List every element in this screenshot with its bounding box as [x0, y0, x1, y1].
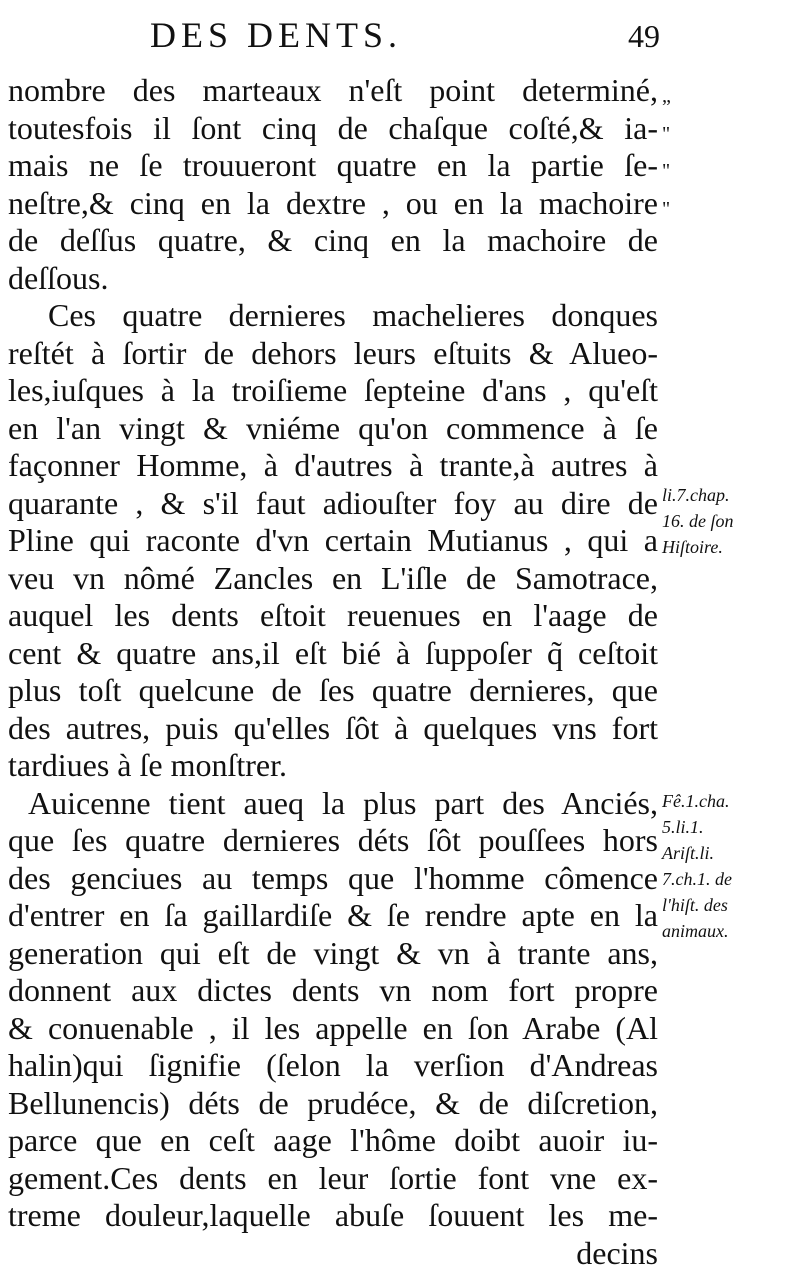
text-line: quarante , & s'il faut adiouſter foy au dire de	[8, 484, 658, 521]
margin-note-line: Hiſtoire.	[662, 537, 723, 557]
text-line: halin)qui ſignifie (ſelon la verſion d'Andreas	[8, 1047, 658, 1083]
text-line: en l'an vingt & vniéme qu'on commence à ſe	[8, 409, 658, 446]
text-line: generation qui eſt de vingt & vn à trante ans,	[8, 934, 658, 971]
text-line: les,iuſques à la troiſieme ſepteine d'ans , qu'eſt	[8, 372, 658, 408]
body-text	[8, 72, 658, 1272]
page-number: 49	[628, 18, 660, 54]
text-line: nombre des marteaux n'eſt point determiné,	[8, 72, 658, 108]
quote-mark: "	[662, 197, 671, 220]
text-line: decins	[576, 1234, 658, 1271]
text-line: Pline qui raconte d'vn certain Mutianus , qui a	[8, 522, 658, 558]
text-line: tardiues à ſe monſtrer.	[8, 747, 288, 783]
margin-note-line: l'hiſt. des	[662, 895, 728, 915]
margin-note-line: animaux.	[662, 921, 729, 941]
text-line: Auicenne tient aueq la plus part des Anciés,	[28, 784, 658, 821]
text-line: reſtét à ſortir de dehors leurs eſtuits & Alueo-	[8, 334, 658, 371]
margin-note-line: 7.ch.1. de	[662, 869, 732, 889]
text-line: Ces quatre dernieres machelieres donques	[48, 297, 658, 333]
margin-note-line: 16. de ſon	[662, 511, 734, 531]
quote-mark: "	[662, 122, 671, 145]
text-line: & conuenable , il les appelle en ſon Arabe (Al	[8, 1009, 658, 1046]
margin-note-line: 5.li.1.	[662, 817, 704, 837]
margin-note-line: Ariſt.li.	[662, 843, 715, 863]
text-line: treme douleur,laquelle abuſe ſouuent les me-	[8, 1197, 658, 1233]
text-line: d'entrer en ſa gaillardiſe & ſe rendre apte en la	[8, 897, 658, 933]
running-title: DES DENTS.	[150, 15, 403, 55]
text-line: toutesfois il ſont cinq de chaſque coſté,& ia-	[8, 109, 658, 146]
margin-note-line: li.7.chap.	[662, 485, 730, 505]
text-line: veu vn nômé Zancles en L'iſle de Samotrace,	[8, 559, 658, 596]
text-line: gement.Ces dents en leur ſortie font vne ex-	[8, 1159, 658, 1196]
quote-mark: „	[662, 85, 671, 107]
text-line: plus toſt quelcune de ſes quatre dernieres, que	[8, 672, 658, 708]
text-line: cent & quatre ans,il eſt bié à ſuppoſer q̃ ceſtoit	[8, 634, 658, 671]
text-line: façonner Homme, à d'autres à trante,à autres à	[8, 447, 658, 483]
margin-note-line: Fê.1.cha.	[662, 791, 730, 811]
text-line: parce que en ceſt aage l'hôme doibt auoir iu-	[8, 1122, 658, 1158]
quote-mark: "	[662, 160, 671, 182]
text-line: de deſſus quatre, & cinq en la machoire de	[8, 222, 658, 258]
text-line: auquel les dents eſtoit reuenues en l'aage de	[8, 597, 658, 633]
margin-note-pliny	[662, 482, 792, 560]
text-line: neſtre,& cinq en la dextre , ou en la machoire	[8, 184, 658, 221]
text-line: mais ne ſe trouueront quatre en la partie ſe-	[8, 147, 658, 183]
margin-note-aristotle	[662, 788, 792, 944]
text-line: Bellunencis) déts de prudéce, & de diſcretion,	[8, 1084, 658, 1121]
quotation-marks-column	[662, 78, 692, 228]
text-line: deſſous.	[8, 259, 109, 296]
text-line: que ſes quatre dernieres déts ſôt pouſſees hors	[8, 822, 658, 858]
text-line: des genciues au temps que l'homme cômence	[8, 859, 658, 896]
text-line: des autres, puis qu'elles ſôt à quelques vns fort	[8, 709, 658, 746]
text-line: donnent aux dictes dents vn nom fort propre	[8, 972, 658, 1008]
